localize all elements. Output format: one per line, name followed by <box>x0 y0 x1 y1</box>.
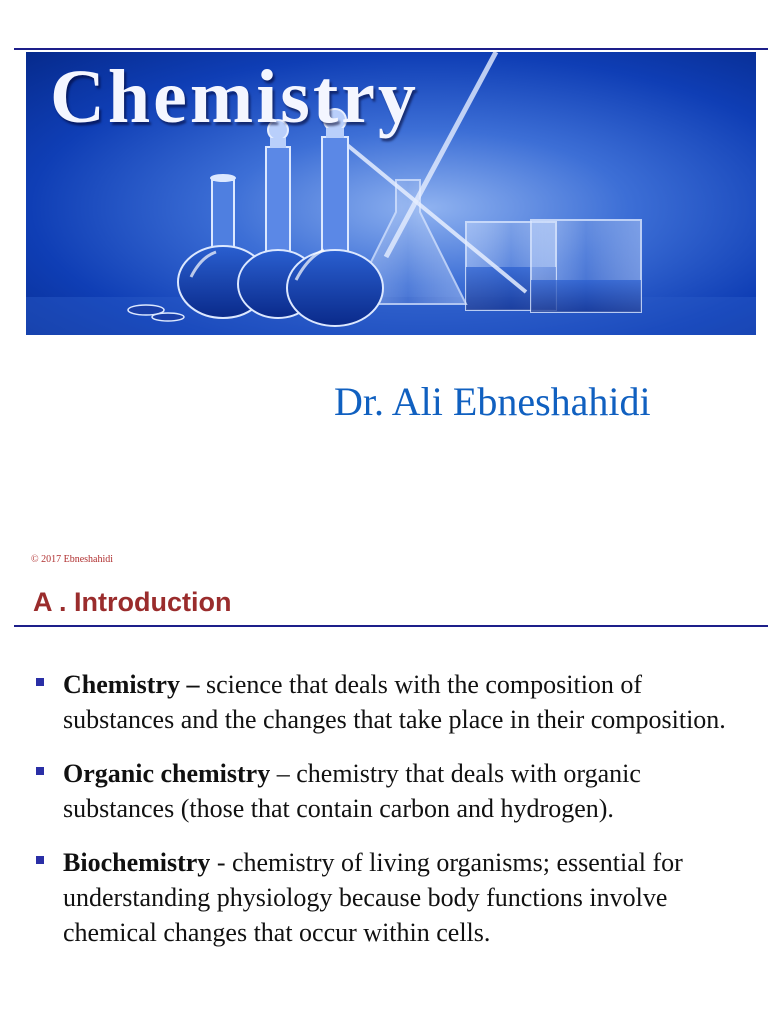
square-bullet-icon <box>36 767 44 775</box>
chemistry-banner-image <box>26 52 756 335</box>
square-bullet-icon <box>36 856 44 864</box>
definition-list <box>36 667 746 969</box>
copyright-notice: © 2017 Ebneshahidi <box>31 554 114 565</box>
definition: – chemistry that deals with organic substances (those that contain carbon and hydrogen). <box>63 759 641 823</box>
author-name: Dr. Ali Ebneshahidi <box>334 379 651 424</box>
top-divider-line <box>14 48 768 50</box>
list-item-biochemistry <box>36 845 746 950</box>
definition: - chemistry of living organisms; essential for understanding physiology because body functions involve chemical changes that occur within cells. <box>63 848 683 947</box>
banner-title: Chemistry <box>50 55 419 139</box>
term: Organic chemistry <box>63 759 271 788</box>
list-item-chemistry <box>36 667 746 737</box>
section-title: A . Introduction <box>33 587 232 617</box>
square-bullet-icon <box>36 678 44 686</box>
list-item-organic-chemistry <box>36 756 746 826</box>
term: Biochemistry <box>63 848 211 877</box>
section-divider-line <box>14 625 768 627</box>
definition: science that deals with the composition of substances and the changes that take place in their composition. <box>63 670 726 734</box>
term: Chemistry – <box>63 670 200 699</box>
